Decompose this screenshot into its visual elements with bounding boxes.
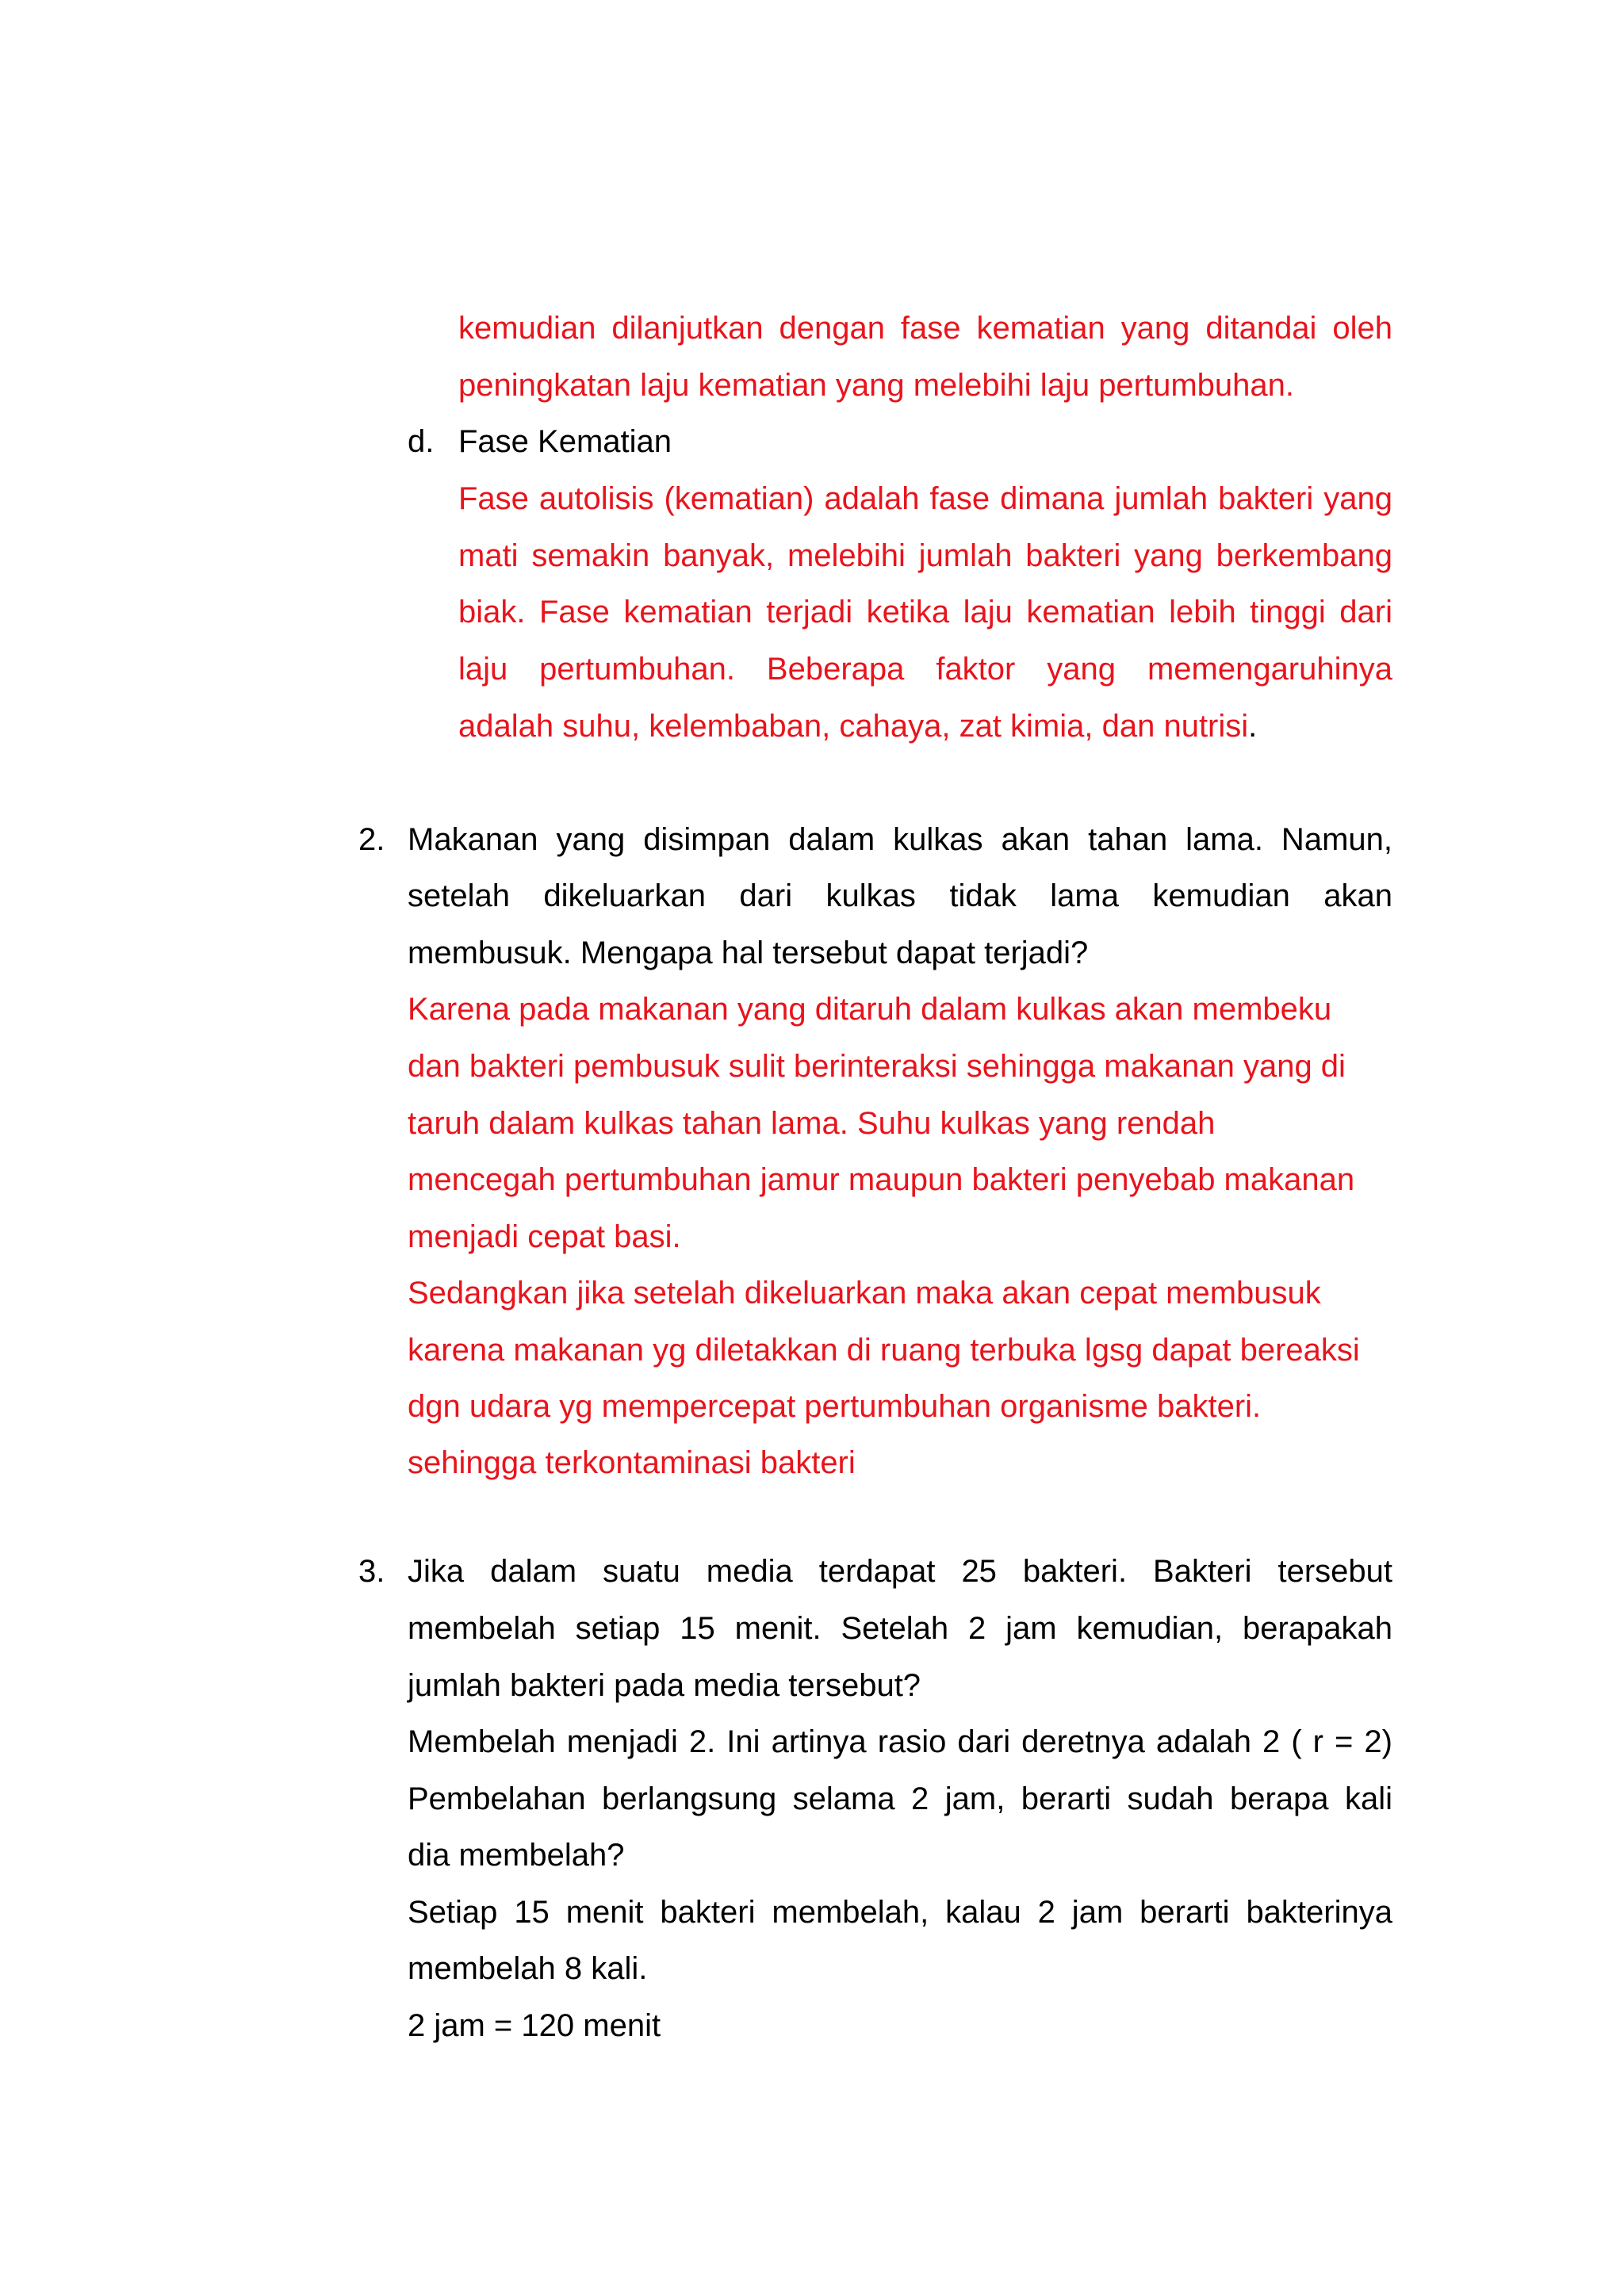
item-d-answer-last-line xyxy=(458,698,1257,755)
question-2-answer-line: Karena pada makanan yang ditaruh dalam kulkas akan membeku xyxy=(408,992,1332,1027)
question-3-answer-line: Membelah menjadi 2. Ini artinya rasio dari deretnya adalah 2 ( r = 2) xyxy=(408,1724,1392,1759)
question-3-answer-line: dia membelah? xyxy=(408,1838,625,1873)
question-2-answer-line: karena makanan yg diletakkan di ruang terbuka lgsg dapat bereaksi xyxy=(408,1333,1360,1368)
item-d-answer-period: . xyxy=(1248,709,1258,744)
question-3-answer-line: membelah 8 kali. xyxy=(408,1951,648,1986)
question-2-answer-line: menjadi cepat basi. xyxy=(408,1219,681,1254)
question-2-answer-line: taruh dalam kulkas tahan lama. Suhu kulkas yang rendah xyxy=(408,1106,1216,1141)
item-d-answer-line: Fase autolisis (kematian) adalah fase dimana jumlah bakteri yang xyxy=(458,481,1392,516)
question-3-answer-line: Pembelahan berlangsung selama 2 jam, berarti sudah berapa kali xyxy=(408,1781,1392,1816)
question-3-answer-line: 2 jam = 120 menit xyxy=(408,2008,661,2043)
question-2-answer-line: dan bakteri pembusuk sulit berinteraksi sehingga makanan yang di xyxy=(408,1049,1346,1084)
question-2-line: Makanan yang disimpan dalam kulkas akan tahan lama. Namun, xyxy=(408,822,1392,857)
question-2-line: membusuk. Mengapa hal tersebut dapat terjadi? xyxy=(408,936,1089,970)
question-3-line: jumlah bakteri pada media tersebut? xyxy=(408,1668,921,1703)
item-d-answer-line: mati semakin banyak, melebihi jumlah bakteri yang berkembang xyxy=(458,538,1392,573)
item-d-title: Fase Kematian xyxy=(458,424,672,459)
question-3-answer-line: Setiap 15 menit bakteri membelah, kalau 2 jam berarti bakterinya xyxy=(408,1895,1392,1930)
question-2-answer-line: sehingga terkontaminasi bakteri xyxy=(408,1445,856,1480)
question-3-number: 3. xyxy=(358,1554,385,1589)
question-3-line: membelah setiap 15 menit. Setelah 2 jam kemudian, berapakah xyxy=(408,1611,1392,1646)
question-2-answer-line: Sedangkan jika setelah dikeluarkan maka akan cepat membusuk xyxy=(408,1276,1321,1311)
continuation-line: peningkatan laju kematian yang melebihi laju pertumbuhan. xyxy=(458,368,1295,403)
question-2-answer-line: mencegah pertumbuhan jamur maupun bakteri penyebab makanan xyxy=(408,1162,1355,1197)
item-d-answer-line: laju pertumbuhan. Beberapa faktor yang memengaruhinya xyxy=(458,652,1392,687)
item-d-answer-line: biak. Fase kematian terjadi ketika laju kematian lebih tinggi dari xyxy=(458,595,1392,629)
question-3-line: Jika dalam suatu media terdapat 25 bakteri. Bakteri tersebut xyxy=(408,1554,1392,1589)
item-d-answer-line: adalah suhu, kelembaban, cahaya, zat kimia, dan nutrisi xyxy=(458,709,1249,744)
continuation-line: kemudian dilanjutkan dengan fase kematian yang ditandai oleh xyxy=(458,311,1392,346)
item-d-label: d. xyxy=(408,424,435,459)
question-2-number: 2. xyxy=(358,822,385,857)
question-2-answer-line: dgn udara yg mempercepat pertumbuhan organisme bakteri. xyxy=(408,1389,1262,1424)
question-2-line: setelah dikeluarkan dari kulkas tidak lama kemudian akan xyxy=(408,878,1392,913)
